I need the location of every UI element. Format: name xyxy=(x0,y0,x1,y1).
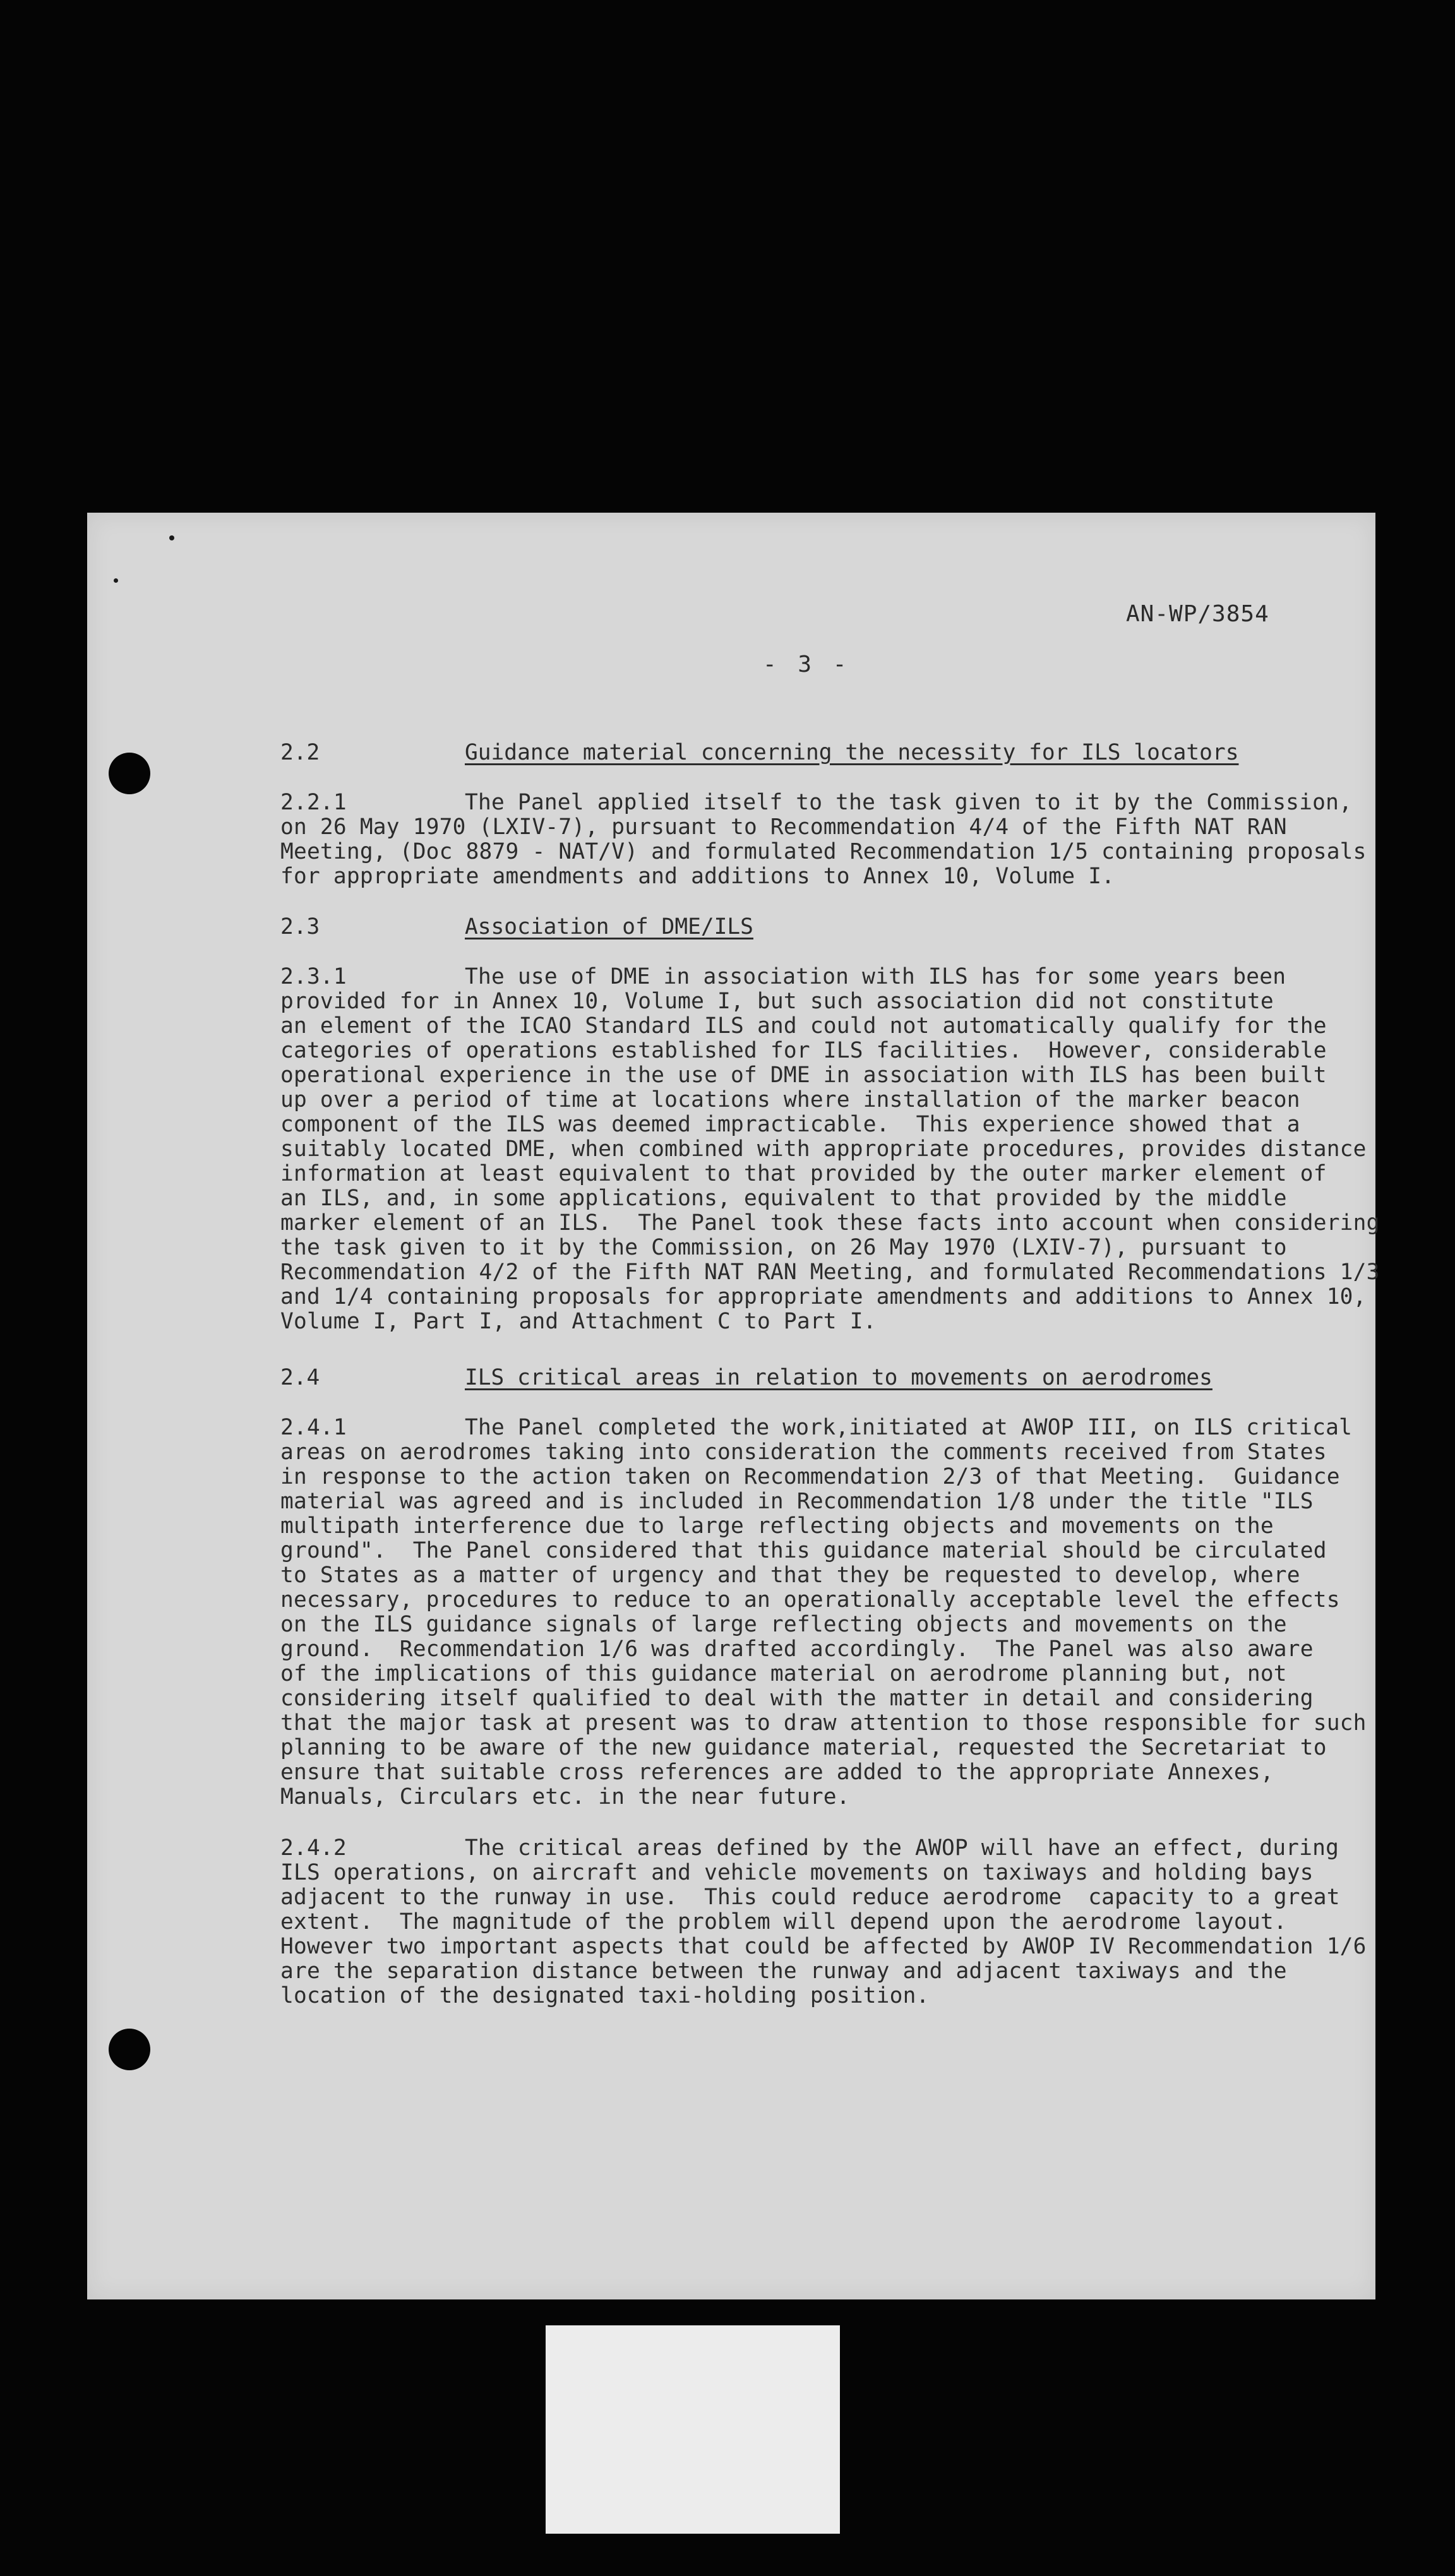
paragraph-line: Volume I, Part I, and Attachment C to Part I. xyxy=(280,1309,877,1334)
paragraph-line: an element of the ICAO Standard ILS and could not automatically qualify for the xyxy=(280,1013,1327,1039)
paragraph-line: on 26 May 1970 (LXIV-7), pursuant to Recommendation 4/4 of the Fifth NAT RAN xyxy=(280,814,1287,840)
paragraph-line: Meeting, (Doc 8879 - NAT/V) and formulated Recommendation 1/5 containing proposals xyxy=(280,839,1367,864)
paragraph-2-4-1 xyxy=(280,1416,1417,1810)
paragraph-line: component of the ILS was deemed impracticable. This experience showed that a xyxy=(280,1112,1300,1137)
paragraph-line: provided for in Annex 10, Volume I, but such association did not constitute xyxy=(280,989,1274,1014)
paragraph-line: up over a period of time at locations where installation of the marker beacon xyxy=(280,1087,1300,1112)
paragraph-line: on the ILS guidance signals of large reflecting objects and movements on the xyxy=(280,1612,1287,1637)
paragraph-line: planning to be aware of the new guidance material, requested the Secretariat to xyxy=(280,1735,1327,1760)
paragraph-line: The Panel applied itself to the task given to it by the Commission, xyxy=(465,790,1353,815)
paragraph-line: for appropriate amendments and additions to Annex 10, Volume I. xyxy=(280,864,1115,889)
paragraph-line: Manuals, Circulars etc. in the near future. xyxy=(280,1784,850,1810)
paragraph-line: to States as a matter of urgency and that they be requested to develop, where xyxy=(280,1563,1300,1588)
paragraph-line: and 1/4 containing proposals for appropriate amendments and additions to Annex 10, xyxy=(280,1284,1367,1309)
paragraph-2-4-2 xyxy=(280,1836,1417,2008)
paragraph-line: material was agreed and is included in Recommendation 1/8 under the title "ILS xyxy=(280,1489,1314,1514)
paragraph-number: 2.4.1 xyxy=(280,1415,347,1440)
document-reference: AN-WP/3854 xyxy=(1126,601,1269,627)
paragraph-line: that the major task at present was to draw attention to those responsible for such xyxy=(280,1710,1367,1736)
punch-hole-top xyxy=(109,753,150,794)
paragraph-line: the task given to it by the Commission, on 26 May 1970 (LXIV-7), pursuant to xyxy=(280,1235,1287,1260)
paragraph-line: an ILS, and, in some applications, equivalent to that provided by the middle xyxy=(280,1186,1287,1211)
paragraph-line: adjacent to the runway in use. This could reduce aerodrome capacity to a great xyxy=(280,1885,1340,1910)
paragraph-line: suitably located DME, when combined with appropriate procedures, provides distance xyxy=(280,1136,1367,1162)
paragraph-line: multipath interference due to large reflecting objects and movements on the xyxy=(280,1513,1274,1539)
paragraph-line: considering itself qualified to deal with the matter in detail and considering xyxy=(280,1686,1314,1711)
paragraph-line: in response to the action taken on Recommendation 2/3 of that Meeting. Guidance xyxy=(280,1464,1340,1489)
paragraph-line: marker element of an ILS. The Panel took these facts into account when considering xyxy=(280,1210,1380,1236)
paragraph-number: 2.3.1 xyxy=(280,964,347,989)
scanned-page xyxy=(87,513,1380,2299)
paragraph-line: information at least equivalent to that provided by the outer marker element of xyxy=(280,1161,1327,1186)
paragraph-line: The use of DME in association with ILS has for some years been xyxy=(465,964,1286,989)
paragraph-line: ILS operations, on aircraft and vehicle movements on taxiways and holding bays xyxy=(280,1860,1314,1885)
blank-label-card xyxy=(546,2325,840,2534)
paragraph-line: location of the designated taxi-holding position. xyxy=(280,1983,930,2008)
section-number: 2.4 xyxy=(280,1365,320,1390)
section-title: Association of DME/ILS xyxy=(465,914,753,939)
section-heading-2-3 xyxy=(280,914,1354,939)
paragraph-line: Recommendation 4/2 of the Fifth NAT RAN Meeting, and formulated Recommendations 1/3 xyxy=(280,1260,1380,1285)
paragraph-line: ensure that suitable cross references are added to the appropriate Annexes, xyxy=(280,1760,1274,1785)
paragraph-line: areas on aerodromes taking into consideration the comments received from States xyxy=(280,1440,1327,1465)
paragraph-line: categories of operations established for ILS facilities. However, considerable xyxy=(280,1038,1327,1063)
paragraph-line: are the separation distance between the runway and adjacent taxiways and the xyxy=(280,1959,1287,1984)
section-heading-2-2 xyxy=(280,740,1354,765)
paragraph-line: The critical areas defined by the AWOP will have an effect, during xyxy=(465,1835,1339,1861)
section-title: Guidance material concerning the necessity for ILS locators xyxy=(465,740,1239,765)
paragraph-2-2-1 xyxy=(280,790,1417,889)
paragraph-number: 2.2.1 xyxy=(280,790,347,815)
page-number: - 3 - xyxy=(763,652,851,677)
section-title: ILS critical areas in relation to movements on aerodromes xyxy=(465,1365,1212,1390)
section-number: 2.2 xyxy=(280,740,320,765)
speck-mark xyxy=(169,535,174,540)
section-number: 2.3 xyxy=(280,914,320,939)
paragraph-line: ground. Recommendation 1/6 was drafted accordingly. The Panel was also aware xyxy=(280,1637,1314,1662)
paragraph-line: However two important aspects that could be affected by AWOP IV Recommendation 1/6 xyxy=(280,1934,1367,1959)
paragraph-line: necessary, procedures to reduce to an operationally acceptable level the effects xyxy=(280,1587,1340,1613)
speck-mark xyxy=(114,578,118,583)
punch-hole-bottom xyxy=(109,2029,150,2070)
section-heading-2-4 xyxy=(280,1365,1354,1390)
paragraph-number: 2.4.2 xyxy=(280,1835,347,1861)
paragraph-2-3-1 xyxy=(280,965,1417,1334)
paragraph-line: ground". The Panel considered that this guidance material should be circulated xyxy=(280,1538,1327,1563)
paragraph-line: The Panel completed the work,initiated at AWOP III, on ILS critical xyxy=(465,1415,1353,1440)
paragraph-line: extent. The magnitude of the problem will depend upon the aerodrome layout. xyxy=(280,1909,1287,1935)
paragraph-line: operational experience in the use of DME in association with ILS has been built xyxy=(280,1063,1327,1088)
paragraph-line: of the implications of this guidance material on aerodrome planning but, not xyxy=(280,1661,1287,1686)
